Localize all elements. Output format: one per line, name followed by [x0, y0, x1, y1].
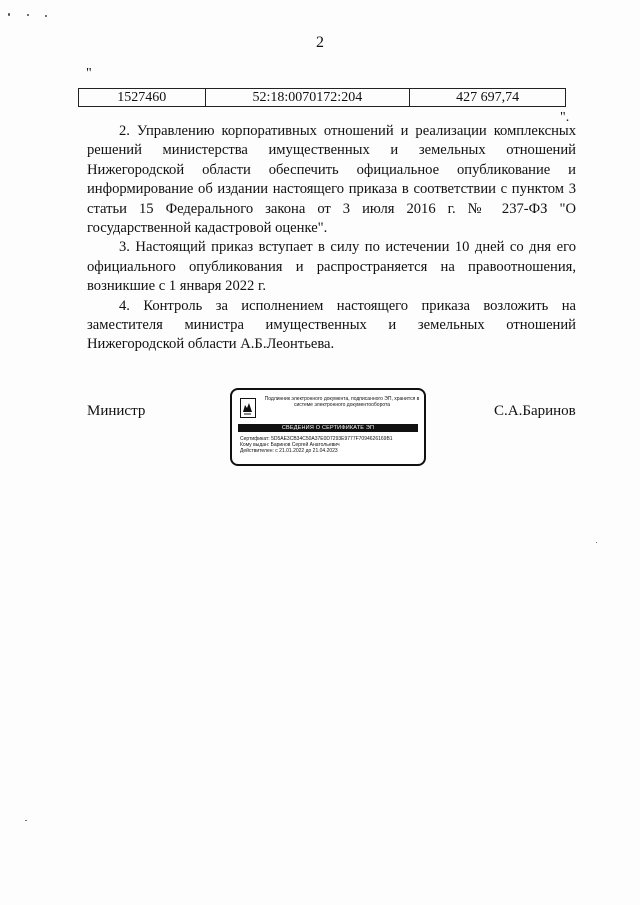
certificate-owner: Кому выдан: Баринов Сергей Анатольевич	[240, 442, 340, 449]
scan-speck	[8, 13, 10, 16]
quote-close-mark: ".	[560, 110, 570, 125]
signer-name: С.А.Баринов	[494, 403, 576, 419]
quote-open-mark: "	[86, 66, 92, 81]
stamp-certificate-details	[240, 436, 422, 455]
certificate-validity: Действителен: с 21.01.2022 до 21.04.2023	[240, 448, 338, 455]
certificate-serial: Сертификат: 5D5AE3CB34C50A37E0D7293E9777F7094626169B1	[240, 436, 393, 442]
stamp-header: СВЕДЕНИЯ О СЕРТИФИКАТЕ ЭП	[238, 424, 418, 432]
table-row	[79, 89, 566, 107]
paragraph-4: 4. Контроль за исполнением настоящего приказа возложить на заместителя министра имущественных и земельных отношений Нижегородской области А.Б.Леонтьева.	[87, 297, 576, 353]
stamp-note: Подлинник электронного документа, подписанного ЭП, хранится в системе электронного документооборота	[264, 396, 420, 408]
paragraph-2: 2. Управлению корпоративных отношений и реализации комплексных решений министерства имущественных и земельных отношений Нижегородской области обеспечить официальное опубликование и информирование об издании настоящего приказа в соответствии с пунктом 3 статьи 15 Федерального закона от 3 июля 2016 г. № 237-ФЗ "О государственной кадастровой оценке".	[87, 123, 576, 237]
cadastral-value-cell: 427 697,74	[410, 89, 566, 107]
parcel-number-cell: 1527460	[79, 89, 206, 107]
electronic-signature-stamp	[230, 388, 426, 466]
scan-speck	[27, 14, 29, 16]
parcel-table	[78, 88, 566, 107]
signer-title: Министр	[87, 403, 146, 419]
order-body	[87, 122, 576, 355]
paragraph-3: 3. Настоящий приказ вступает в силу по истечении 10 дней со дня его официального опубликования и распространяется на правоотношения, возникшие с 1 января 2022 г.	[87, 239, 576, 295]
scan-speck	[45, 15, 47, 17]
cadastral-number-cell: 52:18:0070172:204	[205, 89, 410, 107]
scan-speck	[25, 820, 27, 821]
scan-speck	[596, 542, 597, 543]
page-number: 2	[316, 34, 324, 51]
coat-of-arms-icon	[240, 398, 256, 418]
